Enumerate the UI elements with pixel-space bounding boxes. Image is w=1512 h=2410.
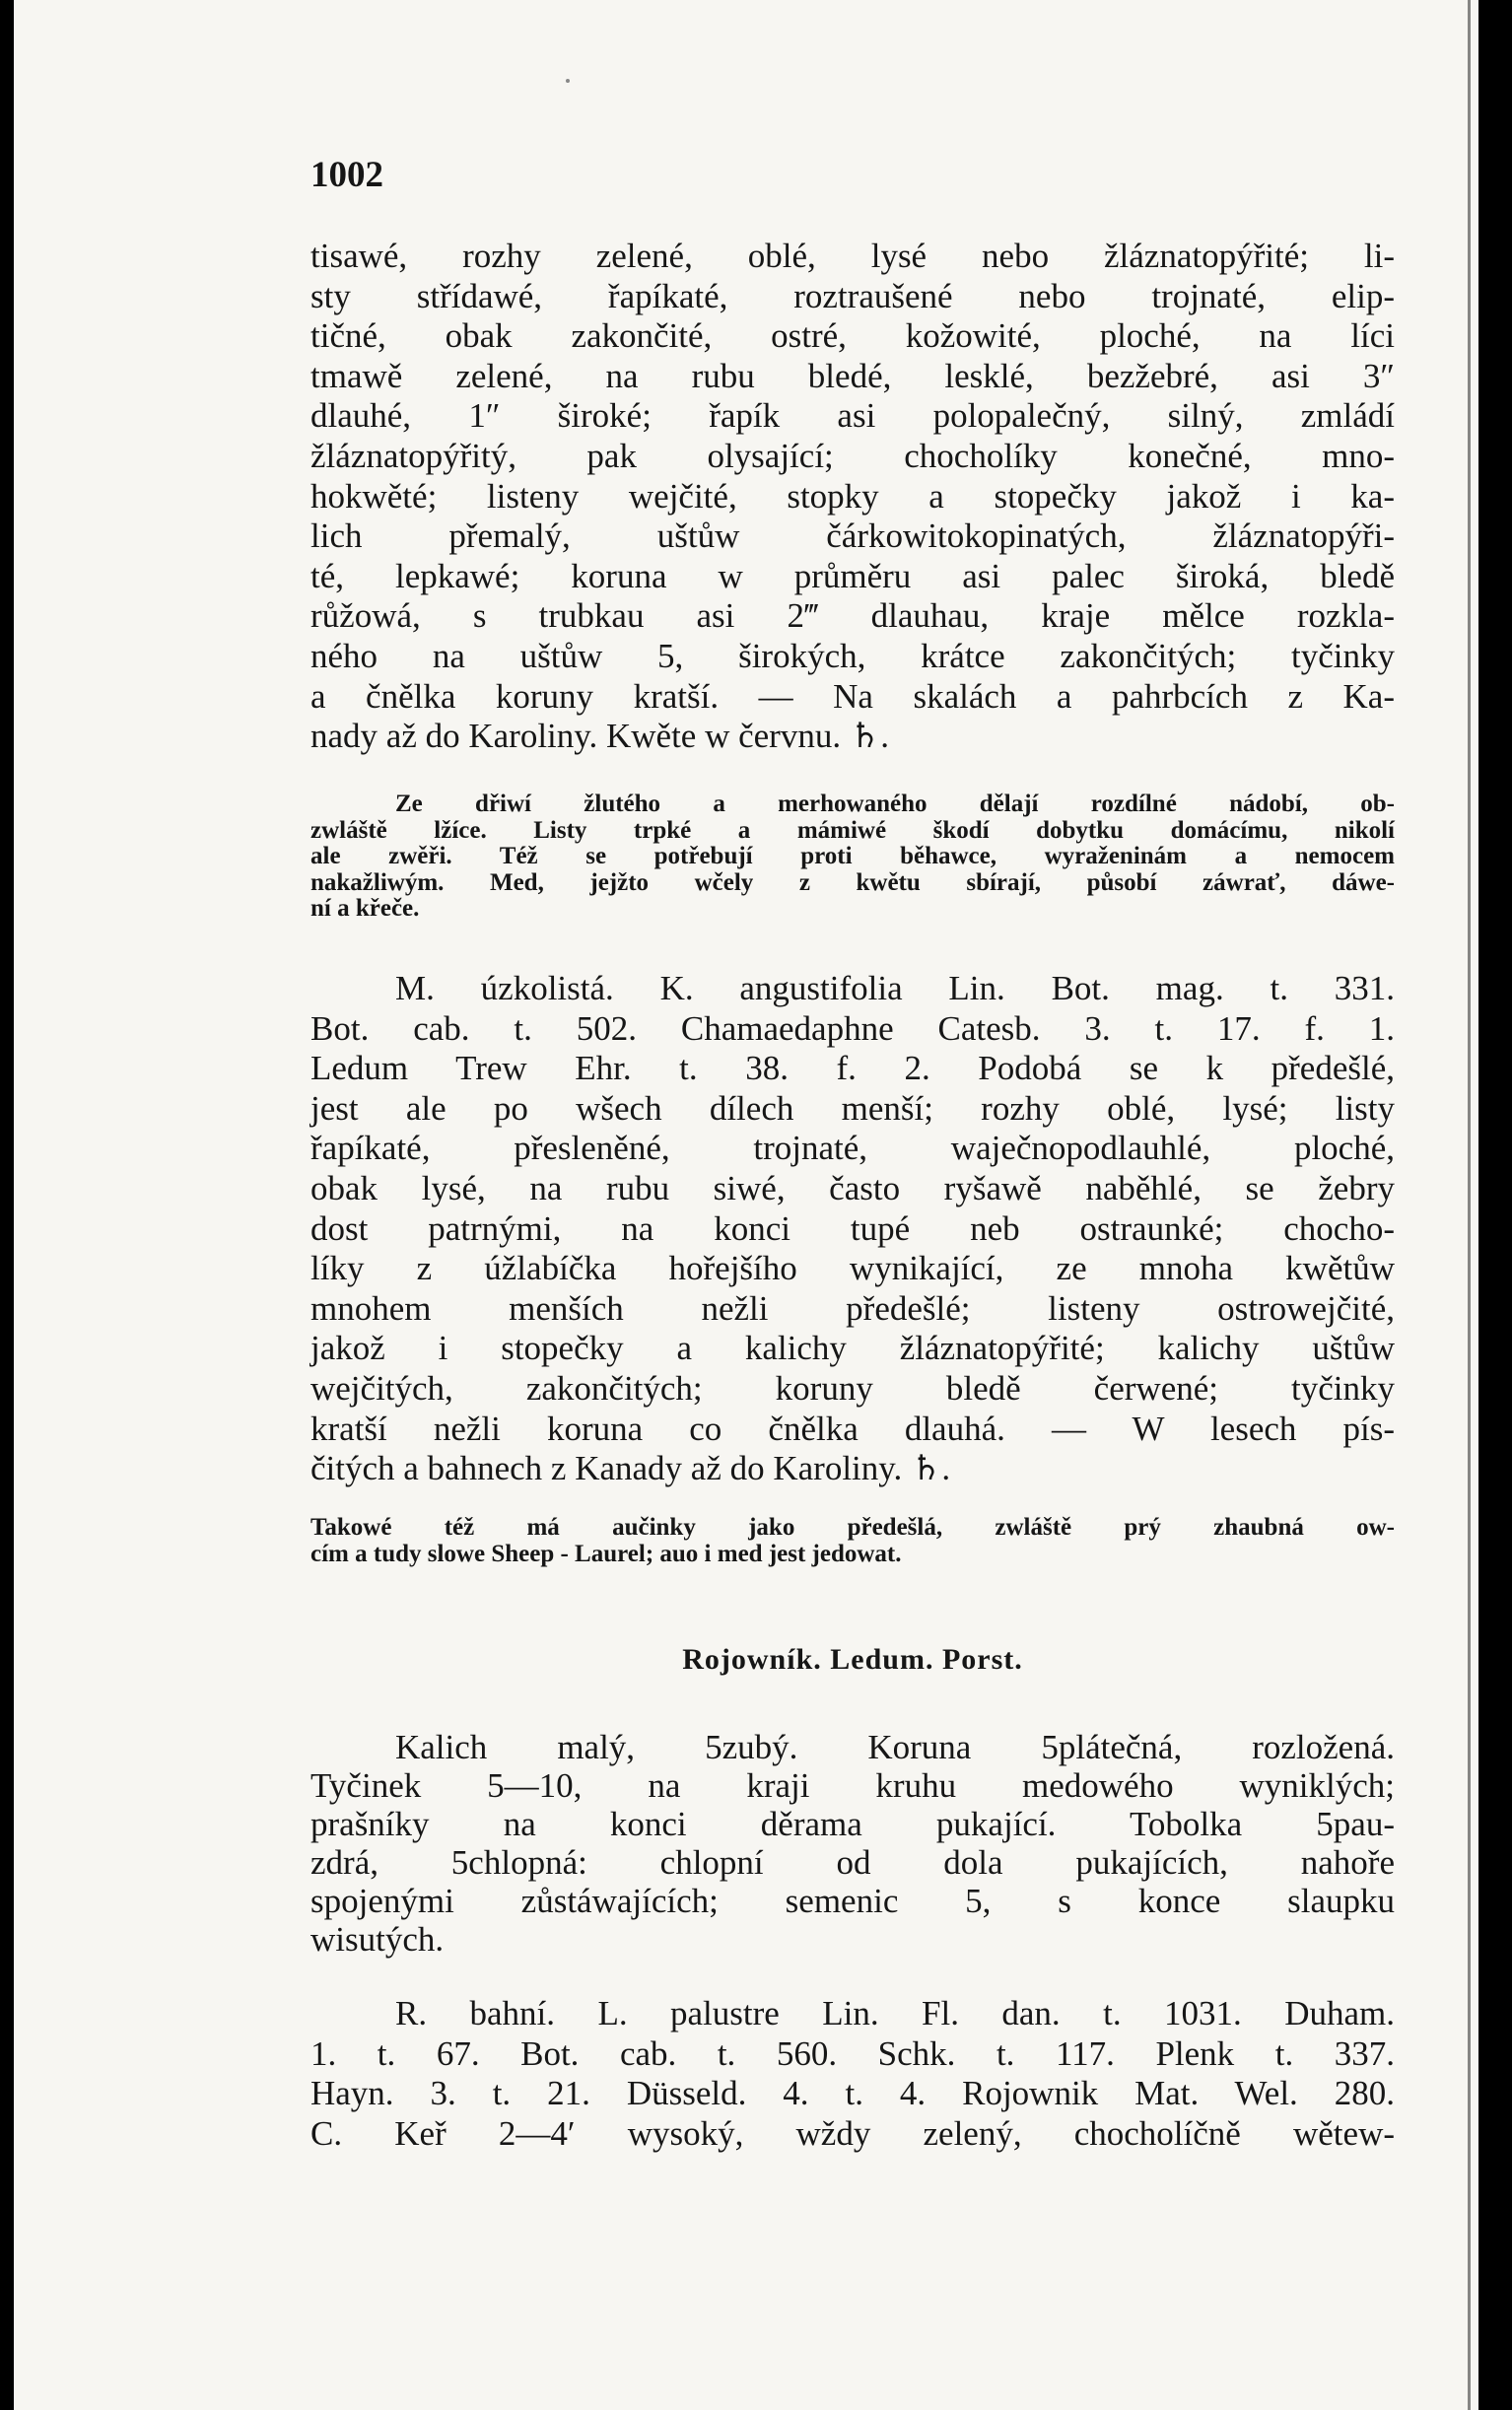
text-line: ného na uštůw 5, širokých, krátce zakončitých; tyčinky (310, 636, 1395, 675)
text-line: Bot. cab. t. 502. Chamaedaphne Catesb. 3. t. 17. f. 1. (310, 1008, 1395, 1048)
text-line: hokwěté; listeny wejčité, stopky a stopečky jakož i ka- (310, 476, 1395, 516)
note-line: nakažliwým. Med, jejžto wčely z kwětu sbírají, působí záwrať, dáwe- (310, 868, 1395, 896)
text-line: C. Keř 2—4′ wysoký, wždy zelený, chocholíčně wětew- (310, 2113, 1395, 2153)
text-line: lich přemalý, uštůw čárkowitokopinatých, žláznatopýři- (310, 516, 1395, 556)
text-line: mnohem menších nežli předešlé; listeny ostrowejčité, (310, 1288, 1395, 1328)
text-line: jakož i stopečky a kalichy žláznatopýřité; kalichy uštůw (310, 1329, 1395, 1368)
text-line: nady až do Karoliny. Kwěte w červnu. ♄. (310, 717, 889, 756)
text-line: prašníky na konci děrama pukající. Tobolka 5pau- (310, 1805, 1395, 1843)
text-line: růžowá, s trubkau asi 2‴ dlauhau, kraje mělce rozkla- (310, 596, 1395, 636)
text-line: wisutých. (310, 1920, 445, 1959)
note-2 (310, 1515, 1395, 1567)
note-1 (310, 792, 1395, 923)
text-line: spojenými zůstáwajících; semenic 5, s konce slaupku (310, 1882, 1395, 1920)
text-line: wejčitých, zakončitých; koruny bledě čerwené; tyčinky (310, 1368, 1395, 1408)
note-line: cím a tudy slowe Sheep - Laurel; auo i med jest jedowat. (310, 1540, 902, 1567)
text-line: řapíkaté, přesleněné, trojnaté, waječnopodlauhlé, ploché, (310, 1129, 1395, 1168)
note-line: Ze dřiwí žlutého a merhowaného dělají rozdílné nádobí, ob- (395, 791, 1395, 817)
paragraph-2 (310, 969, 1395, 1489)
paragraph-4 (310, 1994, 1395, 2154)
page-number: 1002 (310, 155, 383, 195)
text-line: obak lysé, na rubu siwé, často ryšawě naběhlé, se žebry (310, 1168, 1395, 1207)
text-line: Hayn. 3. t. 21. Düsseld. 4. t. 4. Rojownik Mat. Wel. 280. (310, 2074, 1395, 2113)
text-line: Kalich malý, 5zubý. Koruna 5plátečná, rozložená. (395, 1728, 1395, 1766)
text-line: tisawé, rozhy zelené, oblé, lysé nebo žláznatopýřité; li- (310, 237, 1395, 275)
page-speck (566, 79, 570, 83)
text-line: 1. t. 67. Bot. cab. t. 560. Schk. t. 117. Plenk t. 337. (310, 2033, 1395, 2073)
text-line: tmawě zelené, na rubu bledé, lesklé, bezžebré, asi 3″ (310, 356, 1395, 395)
paragraph-3 (310, 1728, 1395, 1959)
text-line: líky z úžlabíčka hořejšího wynikající, ze mnoha kwětůw (310, 1249, 1395, 1288)
book-page (14, 0, 1478, 2410)
text-line: sty střídawé, řapíkaté, roztraušené nebo trojnaté, elip- (310, 276, 1395, 315)
text-line: té, lepkawé; koruna w průměru asi palec široká, bledě (310, 556, 1395, 595)
note-line: zwláště lžíce. Listy trpké a mámiwé škodí dobytku domácímu, nikolí (310, 816, 1395, 844)
section-heading: Rojowník. Ledum. Porst. (682, 1643, 1023, 1676)
note-line: Takowé též má aučinky jako předešlá, zwláště prý zhaubná ow- (310, 1514, 1395, 1541)
note-line: ale zwěři. Též se potřebují proti běhawce, wyraženinám a nemocem (310, 843, 1395, 870)
text-line: zdrá, 5chlopná: chlopní od dola pukajících, nahoře (310, 1843, 1395, 1882)
text-line: tičné, obak zakončité, ostré, kožowité, ploché, na líci (310, 316, 1395, 356)
text-line: M. úzkolistá. K. angustifolia Lin. Bot. mag. t. 331. (395, 969, 1395, 1007)
text-line: Ledum Trew Ehr. t. 38. f. 2. Podobá se k předešlé, (310, 1049, 1395, 1088)
text-line: čitých a bahnech z Kanady až do Karoliny. ♄. (310, 1449, 951, 1488)
note-line: ní a křeče. (310, 895, 420, 923)
text-line: R. bahní. L. palustre Lin. Fl. dan. t. 1031. Duham. (395, 1994, 1395, 2032)
text-line: dost patrnými, na konci tupé neb ostraunké; chocho- (310, 1208, 1395, 1248)
text-line: dlauhé, 1″ široké; řapík asi polopalečný, silný, zmládí (310, 396, 1395, 436)
paragraph-1 (310, 237, 1395, 757)
text-line: jest ale po wšech dílech menší; rozhy oblé, lysé; listy (310, 1088, 1395, 1128)
text-line: a čnělka koruny kratší. — Na skalách a pahrbcích z Ka- (310, 676, 1395, 716)
text-line: žláznatopýřitý, pak olysající; chocholíky konečné, mno- (310, 436, 1395, 475)
text-line: Tyčinek 5—10, na kraji kruhu medowého wyniklých; (310, 1766, 1395, 1805)
text-line: kratší nežli koruna co čnělka dlauhá. — W lesech pís- (310, 1409, 1395, 1448)
